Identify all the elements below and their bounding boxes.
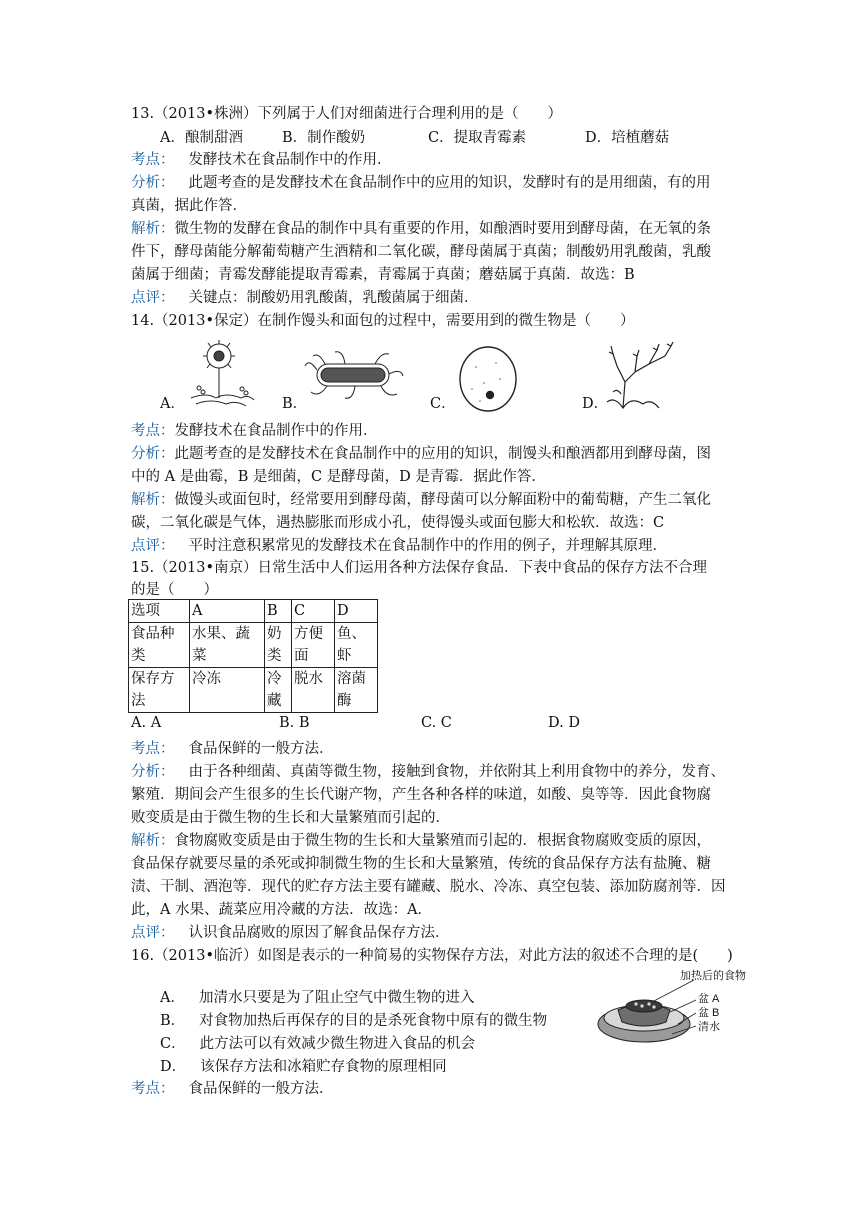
jiexi-label: 解析： — [131, 221, 175, 237]
kaodian-label: 考点： — [131, 1081, 175, 1097]
q15-kaodian — [131, 738, 334, 760]
q13-jiexi-cont-2: 菌属于细菌；青霉发酵能提取青霉素，青霉属于真菌；蘑菇属于真菌．故选：B — [131, 267, 635, 283]
q14-option-b[interactable]: B． — [282, 396, 308, 412]
q15-stem-cont: 的是（ ） — [131, 582, 218, 598]
q15-dianping — [131, 922, 450, 944]
jiexi-text: 食物腐败变质是由于微生物的生长和大量繁殖而引起的．根据食物腐败变质的原因， — [174, 833, 711, 849]
q14-option-a[interactable]: A． — [160, 396, 185, 412]
q13-jiexi-cont-1: 件下，酵母菌能分解葡萄糖产生酒精和二氧化碳，酵母菌属于真菌；制酸奶用乳酸菌，乳酸 — [131, 244, 711, 260]
option-key: D． — [160, 1059, 187, 1075]
q14-fenxi — [131, 443, 711, 465]
table-row — [129, 623, 378, 668]
q13-dianping — [131, 287, 479, 309]
yeast-figure — [456, 345, 520, 415]
kaodian-text: 食品保鲜的一般方法． — [188, 1081, 334, 1097]
option-text: 对食物加热后再保存的目的是杀死食物中原有的微生物 — [199, 1013, 548, 1029]
q14-kaodian — [131, 420, 378, 442]
q14-option-d[interactable]: D． — [582, 396, 609, 412]
table-cell: 冷冻 — [190, 668, 265, 713]
option-key: B． — [160, 1013, 186, 1029]
jiexi-label: 解析： — [131, 833, 175, 849]
q14-jiexi-cont: 碳，二氧化碳是气体，遇热膨胀而形成小孔，使得馒头或面包膨大和松软．故选：C — [131, 515, 665, 531]
q13-option-d[interactable]: D．培植蘑菇 — [585, 130, 670, 146]
q13-kaodian — [131, 149, 392, 171]
q15-jiexi-cont-1: 食品保存就要尽量的杀死或抑制微生物的生长和大量繁殖，传统的食品保存方法有盐腌、糖 — [131, 856, 711, 872]
option-text: 此方法可以有效减少微生物进入食品的机会 — [199, 1036, 476, 1052]
dianping-label: 点评： — [131, 290, 175, 306]
dianping-label: 点评： — [131, 538, 175, 554]
dianping-text: 平时注意积累常见的发酵技术在食品制作中的作用的例子，并理解其原理． — [188, 538, 667, 554]
q15-fenxi-cont-1: 繁殖．期间会产生很多的生长代谢产物，产生各种各样的味道，如酸、臭等等．因此食物腐 — [131, 787, 711, 803]
kaodian-text: 发酵技术在食品制作中的作用． — [188, 152, 392, 168]
q16-option-c[interactable] — [160, 1032, 475, 1053]
q15-stem: 15.（2013•南京）日常生活中人们运用各种方法保存食品．下表中食品的保存方法不合理 — [131, 560, 708, 576]
table-cell: 鱼、虾 — [335, 623, 378, 668]
q14-dianping — [131, 535, 667, 557]
table-row — [129, 600, 378, 623]
q13-fenxi — [131, 172, 711, 194]
table-cell: A — [190, 600, 265, 623]
q15-option-b[interactable]: B. B — [279, 715, 310, 731]
q14-option-c[interactable]: C． — [430, 396, 456, 412]
q15-option-c[interactable]: C. C — [421, 715, 452, 731]
q16-option-b[interactable] — [160, 1009, 547, 1030]
q15-option-a[interactable]: A. A — [131, 715, 162, 731]
q15-fenxi-cont-2: 败变质是由于微生物的生长和大量繁殖而引起的． — [131, 810, 450, 826]
q13-stem: 13.（2013•株洲）下列属于人们对细菌进行合理利用的是（ ） — [131, 106, 563, 122]
jiexi-text: 做馒头或面包时，经常要用到酵母菌，酵母菌可以分解面粉中的葡萄糖，产生二氧化 — [174, 492, 711, 508]
option-text: 该保存方法和冰箱贮存食物的原理相同 — [200, 1059, 447, 1075]
fenxi-label: 分析： — [131, 764, 175, 780]
kaodian-label: 考点： — [131, 423, 175, 439]
q13-option-a[interactable]: A．酿制甜酒 — [160, 130, 243, 146]
option-key: A． — [160, 990, 185, 1006]
table-cell: 方便面 — [292, 623, 335, 668]
fenxi-label: 分析： — [131, 446, 175, 462]
dianping-text: 认识食品腐败的原因了解食品保存方法． — [188, 925, 450, 941]
jiexi-text: 微生物的发酵在食品的制作中具有重要的作用，如酿酒时要用到酵母菌，在无氧的条 — [174, 221, 711, 237]
table-row — [129, 668, 378, 713]
storage-table — [128, 599, 378, 713]
q13-option-c[interactable]: C．提取青霉素 — [428, 130, 527, 146]
q16-stem: 16.（2013•临沂）如图是表示的一种简易的实物保存方法，对此方法的叙述不合理的是( ) — [131, 948, 733, 964]
q15-option-d[interactable]: D. D — [548, 715, 580, 731]
option-text: 加清水只要是为了阻止空气中微生物的进入 — [198, 990, 475, 1006]
jiexi-label: 解析： — [131, 492, 175, 508]
table-cell: 冷藏 — [265, 668, 292, 713]
label-basin-a: 盆 A — [698, 993, 720, 1005]
q16-option-d[interactable] — [160, 1055, 447, 1076]
bacterium-figure — [305, 348, 405, 403]
fenxi-text: 此题考查的是发酵技术在食品制作中的应用的知识，制馒头和酿酒都用到酵母菌，图 — [174, 446, 711, 462]
penicillium-figure — [603, 342, 675, 412]
q14-jiexi — [131, 489, 711, 511]
table-cell: C — [292, 600, 335, 623]
q16-kaodian — [131, 1078, 334, 1100]
q15-fenxi — [131, 761, 725, 783]
table-cell: 溶菌酶 — [335, 668, 378, 713]
q16-option-a[interactable] — [160, 986, 474, 1007]
q14-stem: 14.（2013•保定）在制作馒头和面包的过程中，需要用到的微生物是（ ） — [131, 313, 635, 329]
q15-jiexi-cont-3: 此，A 水果、蔬菜应用冷藏的方法．故选：A． — [131, 902, 433, 918]
food-storage-figure — [596, 968, 746, 1052]
dianping-text: 关键点：制酸奶用乳酸菌，乳酸菌属于细菌． — [188, 290, 479, 306]
fenxi-text: 此题考查的是发酵技术在食品制作中的应用的知识，发酵时有的是用细菌，有的用 — [188, 175, 711, 191]
q15-jiexi — [131, 830, 711, 852]
label-basin-b: 盆 B — [698, 1007, 720, 1019]
table-cell: 脱水 — [292, 668, 335, 713]
table-cell: 奶类 — [265, 623, 292, 668]
option-key: C． — [160, 1036, 186, 1052]
table-cell: 水果、蔬菜 — [190, 623, 265, 668]
kaodian-label: 考点： — [131, 152, 175, 168]
table-cell: 保存方法 — [129, 668, 190, 713]
table-cell: B — [265, 600, 292, 623]
kaodian-text: 发酵技术在食品制作中的作用． — [174, 423, 378, 439]
q15-jiexi-cont-2: 渍、干制、酒泡等．现代的贮存方法主要有罐藏、脱水、冷冻、真空包装、添加防腐剂等．因 — [131, 879, 726, 895]
fenxi-text: 由于各种细菌、真菌等微生物，接触到食物，并依附其上利用食物中的养分，发育、 — [188, 764, 725, 780]
label-heated-food: 加热后的食物 — [680, 970, 746, 982]
dianping-label: 点评： — [131, 925, 175, 941]
kaodian-text: 食品保鲜的一般方法． — [188, 741, 334, 757]
label-water: 清水 — [698, 1021, 720, 1033]
q13-option-b[interactable]: B．制作酸奶 — [282, 130, 366, 146]
table-cell: 选项 — [129, 600, 190, 623]
q14-fenxi-cont: 中的 A 是曲霉，B 是细菌，C 是酵母菌，D 是青霉．据此作答． — [131, 469, 546, 485]
table-cell: 食品种类 — [129, 623, 190, 668]
q13-fenxi-cont: 真菌，据此作答． — [131, 198, 247, 214]
kaodian-label: 考点： — [131, 741, 175, 757]
fenxi-label: 分析： — [131, 175, 175, 191]
aspergillus-figure — [186, 340, 266, 410]
q13-jiexi — [131, 218, 711, 240]
table-cell: D — [335, 600, 378, 623]
